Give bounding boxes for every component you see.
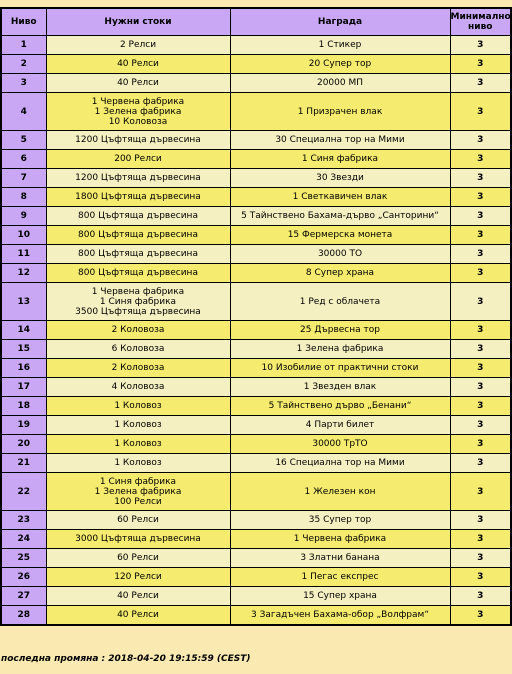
requirements-cell <box>46 511 230 530</box>
requirements-cell <box>46 131 230 150</box>
requirement-item: 40 Релси <box>117 591 159 601</box>
reward-cell: 30000 ТрТО <box>230 435 450 454</box>
requirements-cell <box>46 321 230 340</box>
reward-cell: 4 Парти билет <box>230 416 450 435</box>
level-cell: 18 <box>1 397 46 416</box>
level-cell: 16 <box>1 359 46 378</box>
table-row <box>1 150 511 169</box>
reward-cell: 1 Призрачен влак <box>230 93 450 131</box>
level-cell: 7 <box>1 169 46 188</box>
requirements-cell <box>46 340 230 359</box>
rewards-table <box>0 7 512 626</box>
requirement-item: 800 Цъфтяща дървесина <box>78 249 198 259</box>
table-row <box>1 169 511 188</box>
min-level-cell: 3 <box>450 264 511 283</box>
min-level-cell: 3 <box>450 359 511 378</box>
reward-cell: 1 Светкавичен влак <box>230 188 450 207</box>
requirements-cell <box>46 587 230 606</box>
min-level-cell: 3 <box>450 473 511 511</box>
requirement-item: 60 Релси <box>117 553 159 563</box>
header-min-level: Минимално ниво <box>450 8 511 36</box>
requirements-cell <box>46 264 230 283</box>
level-cell: 6 <box>1 150 46 169</box>
table-row <box>1 340 511 359</box>
min-level-cell: 3 <box>450 549 511 568</box>
table-row <box>1 74 511 93</box>
reward-cell: 5 Тайнствено дърво „Бенани“ <box>230 397 450 416</box>
level-cell: 24 <box>1 530 46 549</box>
level-cell: 27 <box>1 587 46 606</box>
requirements-cell <box>46 397 230 416</box>
requirements-cell <box>46 283 230 321</box>
requirements-cell <box>46 207 230 226</box>
requirement-item: 100 Релси <box>114 496 162 507</box>
requirement-item: 1 Синя фабрика <box>99 296 177 307</box>
requirement-item: 800 Цъфтяща дървесина <box>78 211 198 221</box>
level-cell: 21 <box>1 454 46 473</box>
min-level-cell: 3 <box>450 568 511 587</box>
requirement-item: 1 Зелена фабрика <box>94 106 182 117</box>
table-row <box>1 245 511 264</box>
requirements-cell <box>46 150 230 169</box>
min-level-cell: 3 <box>450 93 511 131</box>
requirements-cell <box>46 93 230 131</box>
requirement-item: 1200 Цъфтяща дървесина <box>75 135 201 145</box>
requirements-cell <box>46 530 230 549</box>
min-level-cell: 3 <box>450 36 511 55</box>
requirement-item: 1 Синя фабрика <box>99 476 177 487</box>
requirements-cell <box>46 245 230 264</box>
min-level-cell: 3 <box>450 606 511 626</box>
table-row <box>1 264 511 283</box>
table-row <box>1 549 511 568</box>
header-level: Ниво <box>1 8 46 36</box>
level-cell: 26 <box>1 568 46 587</box>
requirement-item: 1 Червена фабрика <box>91 286 185 297</box>
requirement-item: 2 Коловоза <box>111 325 165 335</box>
table-row <box>1 359 511 378</box>
reward-cell: 1 Железен кон <box>230 473 450 511</box>
level-cell: 28 <box>1 606 46 626</box>
min-level-cell: 3 <box>450 511 511 530</box>
level-cell: 5 <box>1 131 46 150</box>
min-level-cell: 3 <box>450 321 511 340</box>
requirements-cell <box>46 473 230 511</box>
table-row <box>1 55 511 74</box>
table-row <box>1 93 511 131</box>
requirement-item: 1200 Цъфтяща дървесина <box>75 173 201 183</box>
level-cell: 17 <box>1 378 46 397</box>
min-level-cell: 3 <box>450 340 511 359</box>
min-level-cell: 3 <box>450 454 511 473</box>
level-cell: 12 <box>1 264 46 283</box>
reward-cell: 10 Изобилие от практични стоки <box>230 359 450 378</box>
level-cell: 20 <box>1 435 46 454</box>
reward-cell: 1 Синя фабрика <box>230 150 450 169</box>
table-row <box>1 435 511 454</box>
requirement-item: 1 Коловоз <box>114 401 162 411</box>
level-cell: 9 <box>1 207 46 226</box>
table-row <box>1 511 511 530</box>
reward-cell: 3 Загадъчен Бахама-обор „Волфрам“ <box>230 606 450 626</box>
table-row <box>1 568 511 587</box>
reward-cell: 1 Пегас експрес <box>230 568 450 587</box>
min-level-cell: 3 <box>450 188 511 207</box>
requirement-item: 3500 Цъфтяща дървесина <box>75 306 201 317</box>
requirement-item: 10 Коловоза <box>108 116 168 127</box>
requirements-cell <box>46 359 230 378</box>
reward-cell: 1 Звезден влак <box>230 378 450 397</box>
requirements-cell <box>46 454 230 473</box>
table-header-row <box>1 8 511 36</box>
min-level-cell: 3 <box>450 150 511 169</box>
level-cell: 25 <box>1 549 46 568</box>
min-level-cell: 3 <box>450 207 511 226</box>
level-cell: 13 <box>1 283 46 321</box>
requirements-cell <box>46 74 230 93</box>
min-level-cell: 3 <box>450 131 511 150</box>
requirement-item: 60 Релси <box>117 515 159 525</box>
table-row <box>1 397 511 416</box>
requirement-item: 1800 Цъфтяща дървесина <box>75 192 201 202</box>
level-cell: 10 <box>1 226 46 245</box>
level-cell: 3 <box>1 74 46 93</box>
min-level-cell: 3 <box>450 416 511 435</box>
reward-cell: 30000 ТО <box>230 245 450 264</box>
requirement-item: 2 Коловоза <box>111 363 165 373</box>
requirement-item: 2 Релси <box>119 40 157 50</box>
requirement-item: 1 Зелена фабрика <box>94 486 182 497</box>
min-level-cell: 3 <box>450 74 511 93</box>
requirements-cell <box>46 549 230 568</box>
requirements-cell <box>46 55 230 74</box>
reward-cell: 20000 МП <box>230 74 450 93</box>
min-level-cell: 3 <box>450 245 511 264</box>
requirements-cell <box>46 36 230 55</box>
requirement-item: 1 Коловоз <box>114 439 162 449</box>
header-requirements: Нужни стоки <box>46 8 230 36</box>
reward-cell: 1 Стикер <box>230 36 450 55</box>
reward-cell: 15 Фермерска монета <box>230 226 450 245</box>
table-row <box>1 473 511 511</box>
level-cell: 1 <box>1 36 46 55</box>
reward-cell: 30 Специална тор на Мими <box>230 131 450 150</box>
table-row <box>1 416 511 435</box>
requirements-cell <box>46 435 230 454</box>
requirement-item: 40 Релси <box>117 59 159 69</box>
level-cell: 14 <box>1 321 46 340</box>
reward-cell: 8 Супер храна <box>230 264 450 283</box>
reward-cell: 15 Супер храна <box>230 587 450 606</box>
table-row <box>1 530 511 549</box>
table-row <box>1 587 511 606</box>
requirements-cell <box>46 606 230 626</box>
level-cell: 15 <box>1 340 46 359</box>
requirement-item: 1 Коловоз <box>114 458 162 468</box>
reward-cell: 30 Звезди <box>230 169 450 188</box>
min-level-cell: 3 <box>450 587 511 606</box>
requirements-cell <box>46 416 230 435</box>
table-row <box>1 283 511 321</box>
level-cell: 19 <box>1 416 46 435</box>
reward-cell: 16 Специална тор на Мими <box>230 454 450 473</box>
header-reward: Награда <box>230 8 450 36</box>
requirements-cell <box>46 188 230 207</box>
table-row <box>1 378 511 397</box>
min-level-cell: 3 <box>450 55 511 74</box>
min-level-cell: 3 <box>450 378 511 397</box>
reward-cell: 1 Ред с облачета <box>230 283 450 321</box>
last-modified: последна промяна : 2018-04-20 19:15:59 (CEST) <box>1 654 251 664</box>
table-row <box>1 454 511 473</box>
requirements-cell <box>46 568 230 587</box>
min-level-cell: 3 <box>450 397 511 416</box>
level-cell: 2 <box>1 55 46 74</box>
requirement-item: 40 Релси <box>117 78 159 88</box>
requirement-item: 120 Релси <box>114 572 162 582</box>
level-cell: 22 <box>1 473 46 511</box>
min-level-cell: 3 <box>450 169 511 188</box>
requirement-item: 40 Релси <box>117 610 159 620</box>
table-row <box>1 131 511 150</box>
table-row <box>1 36 511 55</box>
reward-cell: 3 Златни банана <box>230 549 450 568</box>
table-body <box>1 36 511 626</box>
requirement-item: 200 Релси <box>114 154 162 164</box>
min-level-cell: 3 <box>450 226 511 245</box>
min-level-cell: 3 <box>450 530 511 549</box>
requirement-item: 800 Цъфтяща дървесина <box>78 230 198 240</box>
table-row <box>1 321 511 340</box>
requirement-item: 4 Коловоза <box>111 382 165 392</box>
level-cell: 11 <box>1 245 46 264</box>
min-level-cell: 3 <box>450 435 511 454</box>
requirements-cell <box>46 169 230 188</box>
requirement-item: 1 Червена фабрика <box>91 96 185 107</box>
reward-cell: 1 Зелена фабрика <box>230 340 450 359</box>
reward-cell: 5 Тайнствено Бахама-дърво „Санторини“ <box>230 207 450 226</box>
level-cell: 4 <box>1 93 46 131</box>
requirement-item: 1 Коловоз <box>114 420 162 430</box>
reward-cell: 35 Супер тор <box>230 511 450 530</box>
requirements-cell <box>46 226 230 245</box>
table-row <box>1 226 511 245</box>
reward-cell: 20 Супер тор <box>230 55 450 74</box>
requirement-item: 6 Коловоза <box>111 344 165 354</box>
reward-cell: 1 Червена фабрика <box>230 530 450 549</box>
table-row <box>1 207 511 226</box>
requirements-cell <box>46 378 230 397</box>
table-row <box>1 188 511 207</box>
reward-cell: 25 Дървесна тор <box>230 321 450 340</box>
requirement-item: 3000 Цъфтяща дървесина <box>75 534 201 544</box>
level-cell: 23 <box>1 511 46 530</box>
requirement-item: 800 Цъфтяща дървесина <box>78 268 198 278</box>
min-level-cell: 3 <box>450 283 511 321</box>
level-cell: 8 <box>1 188 46 207</box>
table-row <box>1 606 511 626</box>
